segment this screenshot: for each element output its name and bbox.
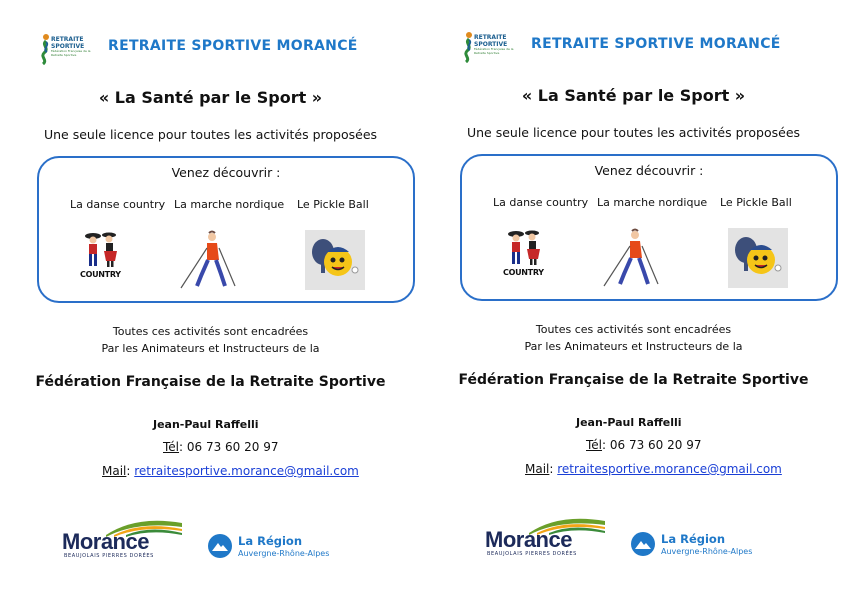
region-logo — [208, 532, 338, 562]
country-dancers-image — [79, 230, 125, 286]
email-label: Mail — [102, 464, 127, 478]
activities-box — [37, 156, 415, 303]
licence-text: Une seule licence pour toutes les activités proposées — [43, 127, 378, 142]
morance-logo — [62, 515, 182, 561]
morance-wordmark: Morance — [485, 527, 572, 552]
logo-text — [51, 36, 84, 50]
country-dancers-image — [502, 228, 548, 284]
activity-nordic-walk-label: La marche nordique — [174, 198, 285, 211]
email-separator: : — [549, 462, 558, 476]
slogan: « La Santé par le Sport » — [98, 88, 323, 107]
nordic-walker-icon — [602, 228, 662, 290]
phone-number: : 06 73 60 20 97 — [602, 438, 702, 452]
licence-text: Une seule licence pour toutes les activités proposées — [466, 125, 801, 140]
activity-nordic-walk-label: La marche nordique — [597, 196, 708, 209]
nordic-walker-image — [602, 228, 662, 290]
runner-logo-icon — [461, 31, 475, 63]
email-link[interactable]: retraitesportive.morance@gmail.com — [557, 462, 782, 476]
region-subtitle: Auvergne-Rhône-Alpes — [238, 549, 330, 558]
phone-line — [586, 438, 701, 452]
activity-country-label: La danse country — [493, 196, 589, 209]
region-title: La Région — [661, 532, 726, 546]
retraite-sportive-logo — [38, 33, 94, 65]
flyer-right — [423, 0, 842, 593]
logo-tagline: Fédération Française de la Retraite Sportive — [474, 47, 514, 55]
activities-box — [460, 154, 838, 301]
logo-line2: SPORTIVE — [474, 41, 508, 48]
email-separator: : — [126, 464, 135, 478]
supervision-line1: Toutes ces activités sont encadrées — [112, 325, 309, 338]
runner-logo-icon — [38, 33, 52, 65]
pickleball-mascot-icon — [728, 228, 788, 288]
contact-name: Jean-Paul Raffelli — [153, 418, 259, 431]
morance-subtitle: BEAUJOLAIS PIERRES DORÉES — [487, 551, 577, 557]
country-label: COUNTRY — [503, 268, 544, 277]
pickleball-image — [305, 230, 365, 290]
region-mountain-icon — [631, 532, 655, 556]
retraite-sportive-logo — [461, 31, 517, 63]
phone-label: Tél — [163, 440, 180, 454]
activity-country-label: La danse country — [70, 198, 166, 211]
morance-logo — [485, 513, 605, 559]
morance-wordmark: Morance — [62, 529, 149, 554]
email-label: Mail — [525, 462, 550, 476]
federation-name: Fédération Française de la Retraite Sportive — [35, 374, 386, 390]
logo-line1: RETRAITE — [51, 36, 84, 43]
phone-number: : 06 73 60 20 97 — [179, 440, 279, 454]
federation-name: Fédération Française de la Retraite Sportive — [458, 372, 809, 388]
header-title: RETRAITE SPORTIVE MORANCÉ — [531, 36, 781, 52]
email-line — [102, 464, 359, 478]
pickleball-mascot-icon — [305, 230, 365, 290]
supervision-line2: Par les Animateurs et Instructeurs de la — [524, 340, 743, 353]
nordic-walker-icon — [179, 230, 239, 292]
phone-label: Tél — [586, 438, 603, 452]
supervision-line2: Par les Animateurs et Instructeurs de la — [101, 342, 320, 355]
region-logo — [631, 530, 761, 560]
discover-title: Venez découvrir : — [594, 163, 704, 178]
pickleball-image — [728, 228, 788, 288]
region-subtitle: Auvergne-Rhône-Alpes — [661, 547, 753, 556]
logo-text — [474, 34, 507, 48]
logo-line2: SPORTIVE — [51, 43, 85, 50]
activity-pickleball-label: Le Pickle Ball — [297, 198, 369, 211]
email-link[interactable]: retraitesportive.morance@gmail.com — [134, 464, 359, 478]
logo-line1: RETRAITE — [474, 34, 507, 41]
supervision-line1: Toutes ces activités sont encadrées — [535, 323, 732, 336]
email-line — [525, 462, 782, 476]
slogan: « La Santé par le Sport » — [521, 86, 746, 105]
region-title: La Région — [238, 534, 303, 548]
country-label: COUNTRY — [80, 270, 121, 279]
nordic-walker-image — [179, 230, 239, 292]
activity-pickleball-label: Le Pickle Ball — [720, 196, 792, 209]
contact-name: Jean-Paul Raffelli — [576, 416, 682, 429]
phone-line — [163, 440, 278, 454]
region-mountain-icon — [208, 534, 232, 558]
morance-subtitle: BEAUJOLAIS PIERRES DORÉES — [64, 553, 154, 559]
header-title: RETRAITE SPORTIVE MORANCÉ — [108, 38, 358, 54]
logo-tagline: Fédération Française de la Retraite Sportive — [51, 49, 91, 57]
discover-title: Venez découvrir : — [171, 165, 281, 180]
